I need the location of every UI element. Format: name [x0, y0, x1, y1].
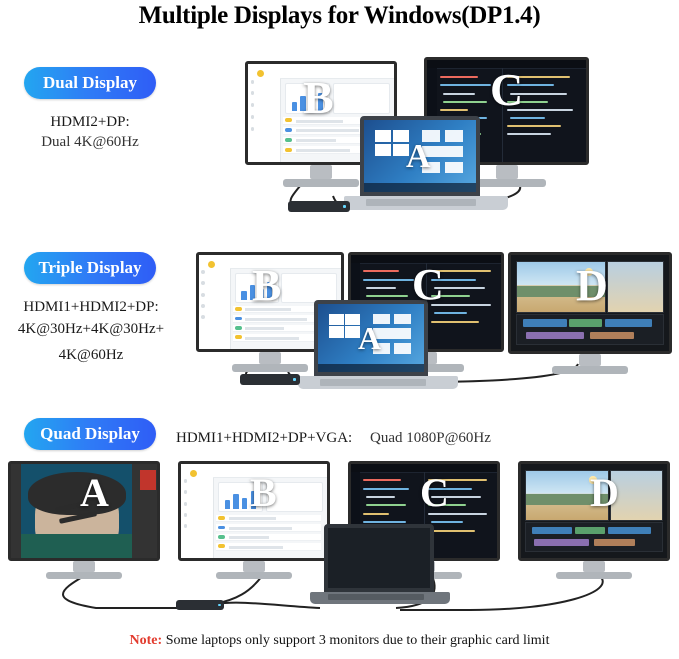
usb-hub-dual	[288, 201, 350, 212]
windows-taskbar	[318, 364, 424, 372]
triple-resolution-line1: 4K@30Hz+4K@30Hz+	[17, 321, 165, 337]
note-text: Some laptops only support 3 monitors due to their graphic card limit	[162, 633, 550, 648]
triple-ports-label: HDMI1+HDMI2+DP:	[23, 299, 159, 315]
dual-resolution-label: Dual 4K@60Hz	[41, 134, 139, 150]
video-timeline	[516, 314, 665, 345]
monitor-d-quad	[518, 461, 670, 579]
monitor-b-quad	[178, 461, 330, 579]
video-secondary-preview	[607, 261, 664, 313]
monitor-b-quad-base	[216, 572, 292, 579]
monitor-label-b: B	[303, 72, 334, 123]
page-title: Multiple Displays for Windows(DP1.4)	[138, 2, 541, 29]
windows-logo-icon	[375, 130, 409, 156]
laptop-lid	[324, 524, 434, 592]
monitor-label-c: C	[412, 260, 444, 309]
hub-led-indicator	[343, 205, 346, 207]
app-accent-dot	[257, 70, 264, 77]
monitor-b-triple-neck	[259, 352, 281, 364]
app-sidebar	[181, 464, 214, 558]
usb-hub-quad	[176, 600, 224, 610]
monitor-label-b: B	[250, 470, 277, 515]
quad-resolution-label: Quad 1080P@60Hz	[370, 430, 491, 446]
hub-led-indicator	[218, 604, 220, 606]
app-list-row	[216, 534, 321, 542]
monitor-b-triple-base	[232, 364, 308, 372]
windows-taskbar	[364, 183, 476, 192]
quad-ports-label: HDMI1+HDMI2+DP+VGA:	[176, 430, 353, 446]
monitor-d-quad-neck	[583, 561, 605, 572]
app-card-right	[333, 83, 390, 114]
app-sidebar	[199, 255, 231, 349]
app-card-right	[281, 273, 337, 303]
monitor-b-quad-neck	[243, 561, 265, 572]
photo-toolbar	[11, 464, 21, 558]
footer-note	[0, 633, 679, 649]
app-accent-dot	[208, 261, 215, 268]
photo-panels	[132, 464, 157, 558]
laptop-keyboard	[320, 379, 426, 386]
app-sidebar	[248, 64, 281, 162]
portrait-hair	[28, 472, 126, 515]
monitor-label-a: A	[358, 320, 382, 356]
monitor-label-d: D	[590, 470, 619, 515]
app-accent-dot	[190, 470, 197, 477]
laptop-keyboard	[366, 199, 476, 206]
monitor-d-quad-base	[556, 572, 632, 579]
badge-quad-display: Quad Display	[24, 418, 156, 450]
badge-dual-display: Dual Display	[24, 67, 156, 99]
monitor-label-c: C	[420, 470, 449, 515]
hub-led-indicator	[293, 378, 296, 380]
dual-ports-label: HDMI2+DP:	[50, 114, 130, 130]
monitor-d-triple-base	[552, 366, 628, 374]
app-list-row	[216, 543, 321, 551]
app-list-row	[216, 524, 321, 532]
video-timeline	[525, 522, 662, 552]
usb-hub-triple	[240, 374, 300, 385]
app-toolbar	[230, 255, 341, 269]
monitor-a-quad-base	[46, 572, 122, 579]
monitor-a-quad-neck	[73, 561, 95, 572]
triple-resolution-line2: 4K@60Hz	[58, 347, 124, 363]
laptop-keyboard	[328, 594, 424, 600]
monitor-label-a: A	[80, 470, 109, 515]
laptop-triple	[298, 300, 458, 396]
laptop-quad	[310, 524, 450, 614]
app-toolbar	[280, 64, 394, 79]
portrait-sweater	[21, 534, 132, 558]
monitor-d-triple-neck	[579, 354, 601, 366]
monitor-a-quad	[8, 461, 160, 579]
monitor-label-b: B	[252, 261, 282, 310]
monitor-label-d: D	[576, 261, 608, 310]
photo-color-swatch	[140, 470, 155, 491]
monitor-b-dual-neck	[310, 165, 332, 179]
monitor-d-triple	[508, 252, 672, 374]
windows-logo-icon	[329, 314, 361, 338]
monitor-label-a: A	[406, 138, 431, 175]
laptop-dual	[344, 116, 508, 216]
note-label: Note:	[129, 633, 163, 648]
laptop-screen	[328, 528, 430, 588]
monitor-label-c: C	[490, 64, 524, 115]
photo-canvas	[21, 464, 132, 558]
badge-triple-display: Triple Display	[24, 252, 156, 284]
